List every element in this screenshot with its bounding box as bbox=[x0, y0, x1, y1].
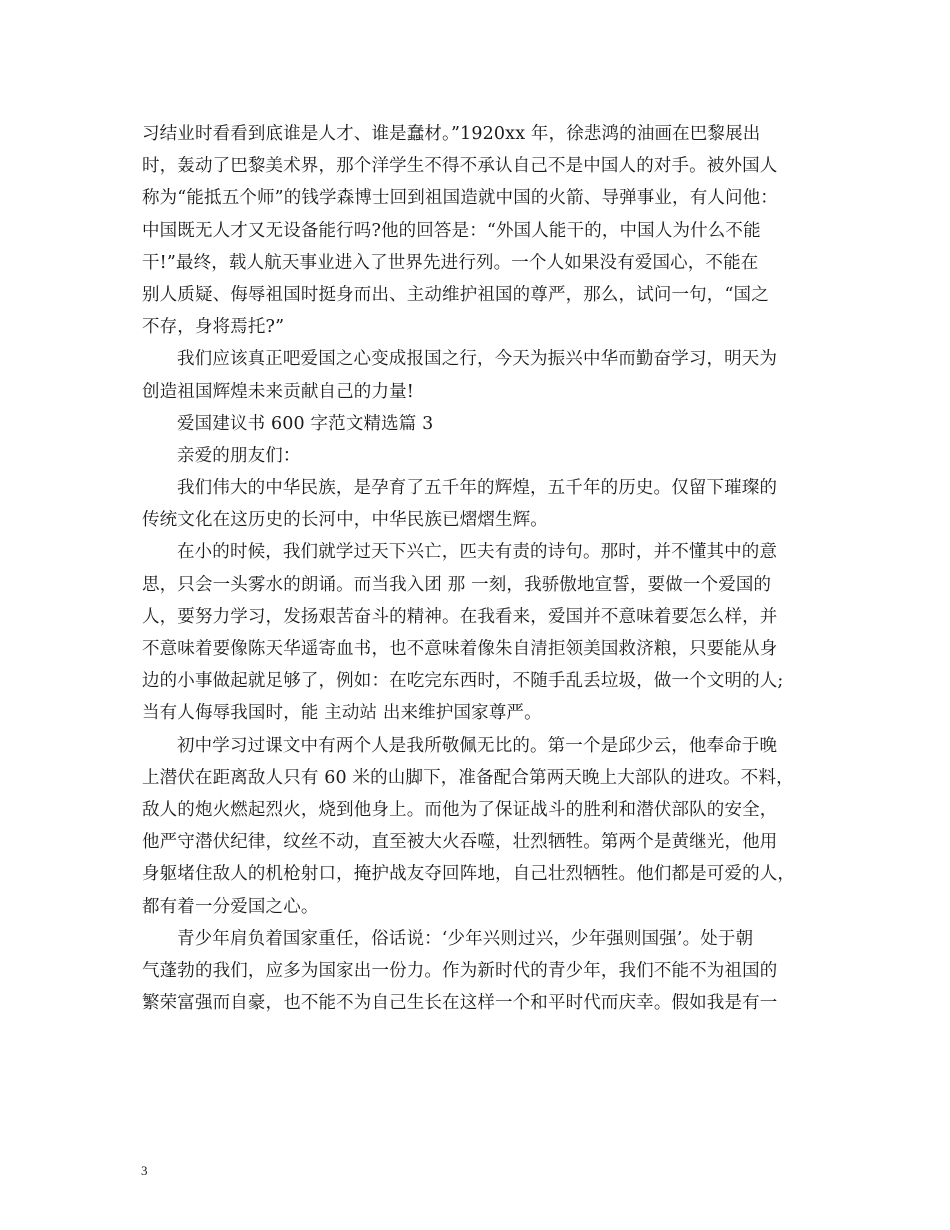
text-line: 称为“能抵五个师”的钱学森博士回到祖国造就中国的火箭、导弹事业，有人问他： bbox=[142, 188, 778, 209]
text-line: 习结业时看看到底谁是人才、谁是蠢材。”1920xx 年，徐悲鸿的油画在巴黎展出 bbox=[142, 124, 761, 144]
page-number: 3 bbox=[141, 1163, 148, 1178]
text-line: 别人质疑、侮辱祖国时挺身而出、主动维护祖国的尊严，那么，试问一句，“国之 bbox=[142, 284, 769, 305]
text-line: 中国既无人才又无设备能行吗?他的回答是：“外国人能干的，中国人为什么不能 bbox=[142, 220, 761, 241]
text-line: 他严守潜伏纪律，纹丝不动，直至被大火吞噬，壮烈牺牲。第两个是黄继光，他用 bbox=[142, 832, 778, 853]
text-line: 当有人侮辱我国时，能 主动站 出来维护国家尊严。 bbox=[142, 703, 542, 724]
text-line: 传统文化在这历史的长河中，中华民族已熠熠生辉。 bbox=[142, 510, 548, 531]
text-line: 创造祖国辉煌未来贡献自己的力量! bbox=[142, 381, 414, 402]
text-line: 不意味着要像陈天华遥寄血书，也不意味着像朱自清拒领美国救济粮，只要能从身 bbox=[142, 639, 778, 659]
text-line: 在小的时候，我们就学过天下兴亡，匹夫有责的诗句。那时，并不懂其中的意 bbox=[177, 542, 778, 563]
salutation: 亲爱的朋友们： bbox=[177, 445, 301, 466]
section-heading: 爱国建议书 600 字范文精选篇 3 bbox=[177, 413, 434, 434]
text-line: 气蓬勃的我们，应多为国家出一份力。作为新时代的青少年，我们不能不为祖国的 bbox=[142, 960, 778, 981]
text-line: 时，轰动了巴黎美术界，那个洋学生不得不承认自己不是中国人的对手。被外国人 bbox=[142, 156, 778, 177]
text-line: 身躯堵住敌人的机枪射口，掩护战友夺回阵地，自己壮烈牺牲。他们都是可爱的人， bbox=[142, 864, 796, 885]
text-line: 不存，身将焉托?” bbox=[142, 317, 285, 338]
text-line: 人，要努力学习，发扬艰苦奋斗的精神。在我看来，爱国并不意味着要怎么样，并 bbox=[142, 606, 778, 627]
text-line: 初中学习过课文中有两个人是我所敬佩无比的。第一个是邱少云，他奉命于晚 bbox=[177, 735, 778, 756]
text-line: 边的小事做起就足够了，例如：在吃完东西时，不随手乱丢垃圾，做一个文明的人; bbox=[142, 671, 784, 692]
text-line: 繁荣富强而自豪，也不能不为自己生长在这样一个和平时代而庆幸。假如我是有一 bbox=[142, 993, 778, 1014]
text-line: 上潜伏在距离敌人只有 60 米的山脚下，准备配合第两天晚上大部队的进攻。不料， bbox=[142, 767, 794, 788]
document-body bbox=[142, 118, 822, 1019]
text-line: 思，只会一头雾水的朗诵。而当我入团 那 一刻，我骄傲地宣誓，要做一个爱国的 bbox=[142, 574, 772, 595]
text-line: 我们伟大的中华民族，是孕育了五千年的辉煌，五千年的历史。仅留下璀璨的 bbox=[177, 478, 778, 499]
text-line: 敌人的炮火燃起烈火，烧到他身上。而他为了保证战斗的胜利和潜伏部队的安全， bbox=[142, 799, 778, 820]
text-line: 我们应该真正吧爱国之心变成报国之行，今天为振兴中华而勤奋学习，明天为 bbox=[177, 349, 778, 370]
text-line: 青少年肩负着国家重任，俗话说：‘少年兴则过兴，少年强则国强’。处于朝 bbox=[177, 928, 754, 949]
text-line: 干!”最终，载人航天事业进入了世界先进行列。一个人如果没有爱国心，不能在 bbox=[142, 252, 759, 273]
text-line: 都有着一分爱国之心。 bbox=[142, 896, 319, 917]
